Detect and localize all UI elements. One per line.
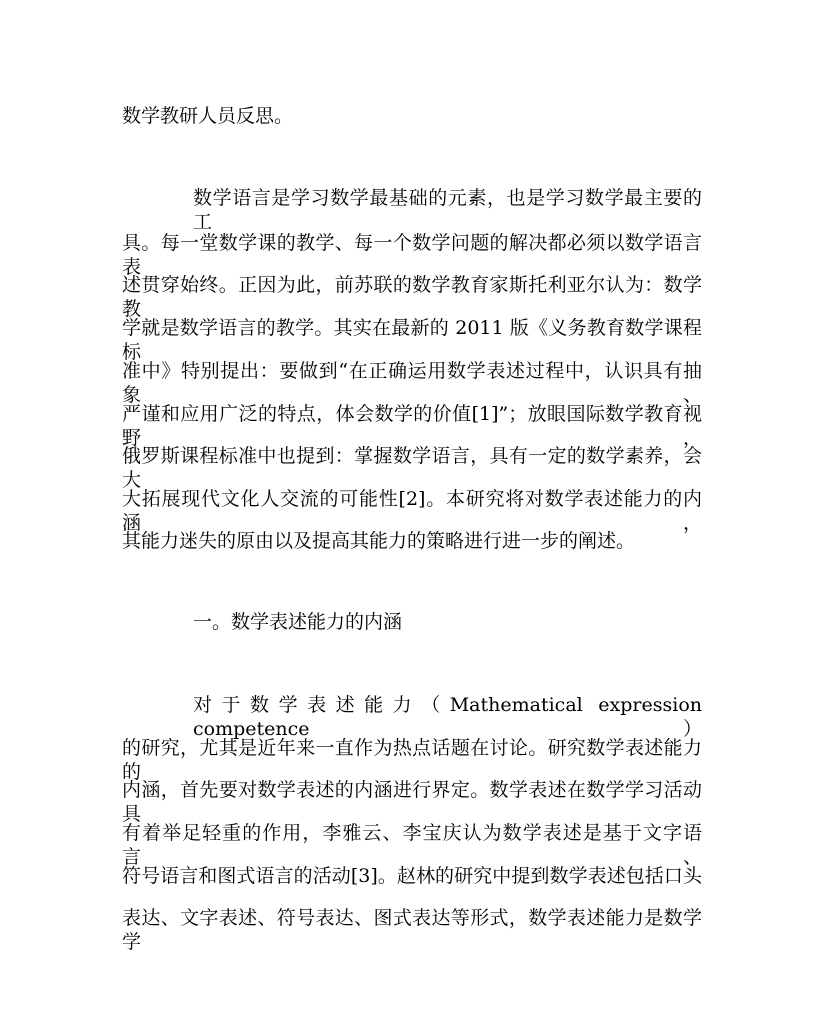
paragraph-2-line-3: 内涵，首先要对数学表述的内涵进行界定。数学表述在数学学习活动具 <box>122 779 702 825</box>
paragraph-1-line-2: 具。每一堂数学课的教学、每一个数学问题的解决都必须以数学语言表 <box>122 232 702 278</box>
opening-fragment: 数学教研人员反思。 <box>122 105 294 127</box>
paragraph-1-line-8: 大拓展现代文化人交流的可能性[2]。本研究将对数学表述能力的内涵， <box>122 488 702 534</box>
paragraph-1-line-6: 严谨和应用广泛的特点，体会数学的价值[1]”；放眼国际数学教育视野， <box>122 403 702 449</box>
paragraph-2-line-4: 有着举足轻重的作用，李雅云、李宝庆认为数学表述是基于文字语言、 <box>122 822 702 868</box>
paragraph-1-line-5: 准中》特别提出：要做到“在正确运用数学表述过程中，认识具有抽象、 <box>122 360 702 406</box>
paragraph-2-line-2: 的研究，尤其是近年来一直作为热点话题在讨论。研究数学表述能力的 <box>122 737 702 783</box>
paragraph-2-line-1: 对于数学表述能力（Mathematical expression competence） <box>193 694 702 740</box>
paragraph-1-line-1: 数学语言是学习数学最基础的元素，也是学习数学最主要的工 <box>193 187 702 233</box>
paragraph-2-line-5: 符号语言和图式语言的活动[3]。赵林的研究中提到数学表述包括口头 <box>122 865 702 887</box>
paragraph-1-line-4: 学就是数学语言的教学。其实在最新的 2011 版《义务教育数学课程标 <box>122 317 702 363</box>
section-heading: 一。数学表述能力的内涵 <box>193 611 403 633</box>
paragraph-1-line-9: 其能力迷失的原由以及提高其能力的策略进行进一步的阐述。 <box>122 530 636 552</box>
paragraph-2-line-6: 表达、文字表述、符号表达、图式表达等形式，数学表述能力是数学学 <box>122 907 702 953</box>
paragraph-1-line-3: 述贯穿始终。正因为此，前苏联的数学教育家斯托利亚尔认为：数学教 <box>122 274 702 320</box>
paragraph-1-line-7: 俄罗斯课程标准中也提到：掌握数学语言，具有一定的数学素养，会大 <box>122 445 702 491</box>
